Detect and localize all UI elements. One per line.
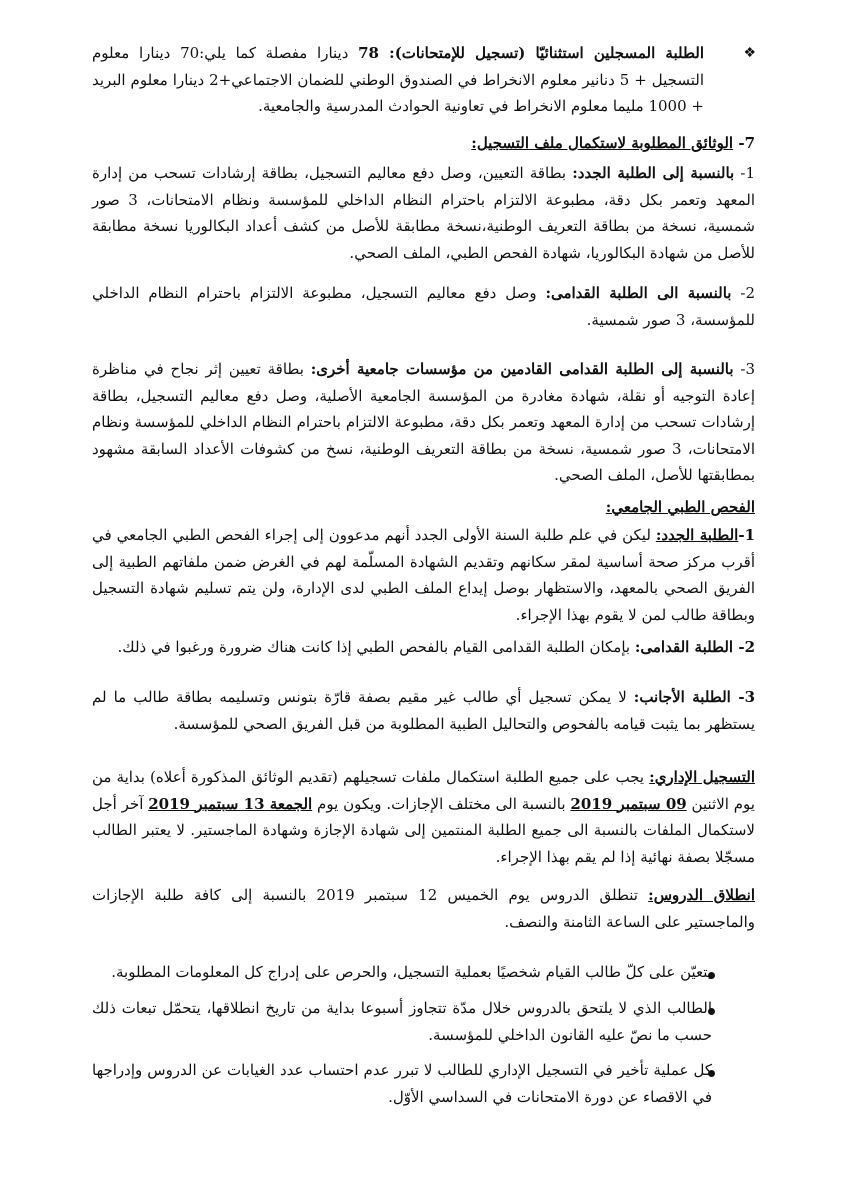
section7-item1-text: بطاقة التعيين، وصل دفع معاليم التسجيل، بطاقة إرشادات تسحب من إدارة المعهد وتعمر بكل دقة، مطبوعة الالتزام باحترام النظام الداخلي للمؤسسة ونظام الامتحانات، 3 صور شمسية، نسخة من بطاقة التعريف الوطنية،نسخة مطابقة للأصل من كشف أعداد البكالوريا نسخة مطابقة للأصل من شهادة البكالوريا، شهادة الفحص الطبي، الملف الصحي. — [92, 164, 755, 262]
bullet-item: الطالب الذي لا يلتحق بالدروس خلال مدّة تتجاوز أسبوعا بداية من تاريخ انطلاقها، يتحمّل تبعات ذلك حسب ما نصّ عليه القانون الداخلي للمؤسسة. — [92, 999, 712, 1044]
section7-item1-num: 1- — [734, 164, 755, 182]
section7-item3-text: بطاقة تعيين إثر نجاح في مناظرة إعادة التوجيه أو نقلة، شهادة مغادرة من المؤسسة الجامعية الأصلية، وصل دفع معاليم التسجيل، بطاقة إرشادات تسحب من إدارة المعهد وتعمر بكل دقة، مطبوعة الالتزام باحترام النظام الداخلي للمؤسسة ونظام الامتحانات، 3 صور شمسية، نسخة من بطاقة التعريف الوطنية، نسخ من كشوفات الأعداد السابقة مشهود بمطابقتها للأصل، الملف الصحي. — [92, 360, 755, 484]
medical-item1-lead: الطلبة الجدد: — [655, 526, 739, 544]
admin-text1: يجب على جميع الطلبة استكمال ملفات تسجيلهم (تقديم الوثائق المذكورة أعلاه) بداية من يوم الاثنين — [92, 768, 755, 813]
medical-item1-num: 1- — [738, 526, 755, 544]
admin-text2: بالنسبة الى مختلف الإجازات. ويكون يوم — [312, 794, 571, 813]
medical-item3 — [92, 684, 755, 737]
section7-item2-num: 2- — [731, 284, 755, 302]
section7-number: 7- — [738, 134, 755, 152]
admin-paragraph — [92, 764, 755, 870]
fees-lead: الطلبة المسجلين استثنائيّا — [535, 44, 705, 62]
admin-date1: 09 سبتمبر 2019 — [570, 794, 687, 813]
section7-item3-lead: بالنسبة إلى الطلبة القدامى القادمين من مؤسسات جامعية أخرى: — [310, 360, 734, 378]
section7-heading — [92, 130, 755, 156]
medical-item2-lead: الطلبة القدامى: — [634, 638, 734, 656]
fees-part1: (تسجيل للإمتحانات): — [378, 44, 536, 62]
section7-item1-lead: بالنسبة إلى الطلبة الجدد: — [572, 164, 735, 182]
fees-part2: دينارا مفصلة كما يلي:70 دينارا معلوم التسجيل + 5 دنانير معلوم الانخراط في الصندوق الوطني للضمان الاجتماعي+2 دينارا معلوم البريد + 1000 مليما معلوم الانخراط في تعاونية الحوادث المدرسية والجامعية. — [92, 44, 704, 115]
section7-title: الوثائق المطلوبة لاستكمال ملف التسجيل: — [471, 134, 734, 152]
medical-item1-text: ليكن في علم طلبة السنة الأولى الجدد أنهم مدعوون إلى إجراء الفحص الطبي الجامعي في أقرب مركز صحة أساسية لمقر سكانهم وتقديم الشهادة المسلّمة لهم في الغرض ضمن ملفاتهم الطبية إلى الفريق الصحي بالمعهد، والاستظهار بوصل إيداع الملف الطبي لدى الإدارة، ولن يتم تسليم شهادة التسجيل وبطاقة طالب لمن لا يقوم بهذا الإجراء. — [92, 526, 755, 624]
medical-item3-lead: الطلبة الأجانب: — [633, 688, 731, 706]
admin-lead: التسجيل الإداري: — [649, 768, 755, 786]
section7-item2-lead: بالنسبة الى الطلبة القدامى: — [545, 284, 732, 302]
medical-item3-text: لا يمكن تسجيل أي طالب غير مقيم بصفة قارّة بتونس وتسليمه بطاقة طالب ما لم يستظهر بما يثبت قيامه بالفحوص والتحاليل الطبية المطلوبة من قبل الفريق الصحي للمؤسسة. — [92, 688, 755, 733]
section7-item2 — [92, 280, 755, 333]
section7-item3-num: 3- — [733, 360, 755, 378]
medical-item3-num: 3- — [730, 688, 756, 706]
section7-item1 — [92, 160, 755, 266]
medical-item2 — [92, 634, 755, 661]
bullet-item: كل عملية تأخير في التسجيل الإداري للطالب لا تبرر عدم احتساب عدد الغيابات عن الدروس وإدراجها في الاقصاء عن دورة الامتحانات في السداسي الأوّل. — [92, 1061, 712, 1106]
classes-lead: انطلاق الدروس: — [648, 886, 755, 904]
medical-heading — [92, 494, 755, 520]
medical-title: الفحص الطبي الجامعي: — [605, 498, 755, 516]
admin-date2: الجمعة 13 سبتمبر 2019 — [148, 794, 313, 813]
fees-paragraph — [92, 40, 704, 120]
section7-item3 — [92, 356, 755, 489]
admin-text3: آخر أجل لاستكمال الملفات بالنسبة الى جميع الطلبة المنتمين إلى شهادة الإجازة وشهادة الماجستير. لا يعتبر الطالب مسجّلا بصفة نهائية إذا لم يقم بهذا الإجراء. — [92, 794, 755, 866]
medical-item1 — [92, 522, 755, 628]
diamond-bullet-icon: ❖ — [743, 45, 756, 61]
section7-item2-text: وصل دفع معاليم التسجيل، مطبوعة الالتزام باحترام النظام الداخلي للمؤسسة، 3 صور شمسية. — [92, 284, 755, 329]
fees-amount: 78 — [358, 44, 379, 62]
classes-text: تنطلق الدروس يوم الخميس 12 سبتمبر 2019 بالنسبة إلى كافة طلبة الإجازات والماجستير على الساعة الثامنة والنصف. — [92, 886, 755, 931]
classes-paragraph — [92, 882, 755, 935]
medical-item2-num: 2- — [733, 638, 755, 656]
bullet-item: يتعيّن على كلّ طالب القيام شخصيًا بعملية التسجيل، والحرص على إدراج كل المعلومات المطلوبة. — [111, 963, 712, 981]
medical-item2-text: بإمكان الطلبة القدامى القيام بالفحص الطبي إذا كانت هناك ضرورة ورغبوا في ذلك. — [117, 638, 635, 656]
